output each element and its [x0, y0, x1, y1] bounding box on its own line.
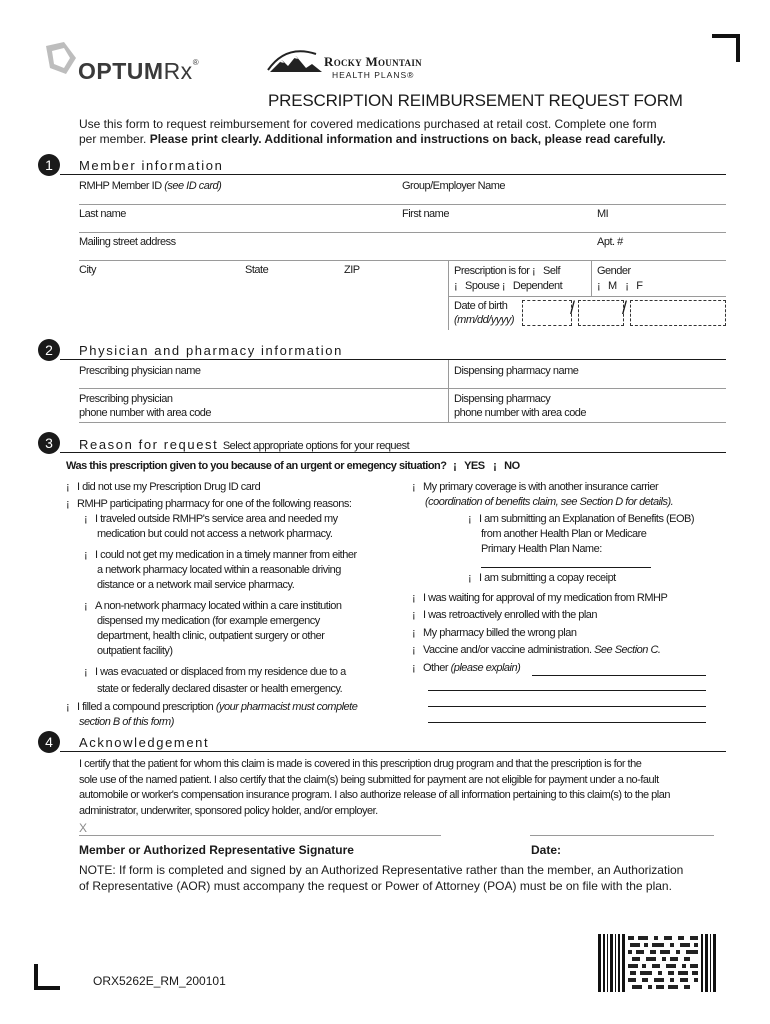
dob-slash: /: [570, 298, 576, 318]
reasons-left-column: [66, 480, 406, 730]
row-divider: [79, 422, 726, 423]
urgent-no-radio[interactable]: ¡ NO: [493, 460, 520, 472]
form-code: ORX5262E_RM_200101: [93, 974, 226, 988]
reason-eob-option[interactable]: ¡ I am submitting an Explanation of Benefits (EOB): [468, 513, 695, 525]
reason-traveled-option[interactable]: ¡ I traveled outside RMHP's service area and needed my: [84, 513, 338, 525]
section-1-title: Member information: [79, 158, 224, 173]
state-label[interactable]: State: [245, 264, 269, 276]
reason-eob-text: Primary Health Plan Name:: [481, 543, 602, 555]
rx-for-dependent-radio[interactable]: ¡ Dependent: [501, 280, 563, 292]
section-1-number: 1: [38, 154, 60, 176]
reason-care-institution-text: dispensed my medication (for example emergency: [97, 615, 320, 627]
reasons-right-lower: [412, 590, 732, 677]
reason-participating-pharmacy-option[interactable]: ¡ RMHP participating pharmacy for one of the following reasons:: [66, 498, 352, 510]
group-employer-label[interactable]: Group/Employer Name: [402, 180, 505, 192]
optum-logo-text: OPTUMRx®: [78, 58, 200, 84]
reason-compound-text: section B of this form): [79, 716, 174, 728]
reason-compound-option[interactable]: ¡ I filled a compound prescription (your pharmacist must complete: [66, 701, 358, 713]
dob-label: Date of birth (mm/dd/yyyy): [454, 300, 514, 326]
acknowledgement-text: I certify that the patient for whom this claim is made is covered in this prescription drug program and that the prescription is for the sole use of the named patient. I also certify that the claim(s) being submitted for payment are not eligible for payment under a no-fault automobile or worker's compensation insurance program. I also authorize release of all information pertaining to this claim(s) to the plan administrator, underwriter, sponsored policy holder, and/or employer.: [79, 758, 670, 817]
row-divider: [79, 260, 726, 261]
mailing-address-label[interactable]: Mailing street address: [79, 236, 176, 248]
rx-for-self-radio[interactable]: ¡ Self: [532, 265, 561, 277]
reason-care-institution-option[interactable]: ¡ A non-network pharmacy located within a care institution: [84, 600, 342, 612]
other-explain-input[interactable]: [428, 690, 706, 691]
urgent-question: Was this prescription given to you because of an urgent or emegency situation? ¡ YES ¡ NO: [66, 460, 520, 472]
barcode-icon: [598, 934, 718, 992]
health-plan-name-input[interactable]: [481, 567, 651, 568]
row-divider: [79, 204, 726, 205]
section-2-divider: [448, 360, 449, 422]
gender-m-radio[interactable]: ¡ M: [597, 280, 617, 292]
reason-primary-coverage-text: (coordination of benefits claim, see Section D for details).: [425, 496, 674, 508]
other-explain-input[interactable]: [428, 706, 706, 707]
optum-logo: [38, 38, 218, 88]
reason-traveled-text: medication but could not access a network pharmacy.: [97, 528, 333, 540]
pharmacy-name-label[interactable]: Dispensing pharmacy name: [454, 365, 579, 377]
intro-line-1: Use this form to request reimbursement for covered medications purchased at retail cost. Complete one form: [79, 117, 657, 131]
row-divider: [79, 232, 726, 233]
other-explain-input[interactable]: [532, 675, 706, 676]
section-2-number: 2: [38, 339, 60, 361]
rmhp-subname: HEALTH PLANS®: [332, 70, 415, 80]
reason-no-id-card-option[interactable]: ¡ I did not use my Prescription Drug ID card: [66, 481, 261, 493]
dob-month-box[interactable]: [522, 300, 572, 326]
dob-year-box[interactable]: [630, 300, 726, 326]
reason-wrong-plan-option[interactable]: ¡ My pharmacy billed the wrong plan: [412, 626, 577, 639]
dob-day-box[interactable]: [578, 300, 624, 326]
member-id-label[interactable]: RMHP Member ID (see ID card): [79, 180, 222, 192]
intro-line-2: per member. Please print clearly. Additional information and instructions on back, please read carefully.: [79, 132, 666, 146]
reason-evacuated-option[interactable]: ¡ I was evacuated or displaced from my residence due to a: [84, 666, 346, 678]
gender-group: Gender ¡ M ¡ F: [597, 265, 643, 292]
rx-for-spouse-radio[interactable]: ¡ Spouse: [454, 280, 500, 292]
other-explain-input[interactable]: [428, 722, 706, 723]
rx-for-divider: [448, 260, 449, 330]
section-4-rule: [60, 751, 726, 752]
section-2-rule: [60, 359, 726, 360]
section-3-rule: [60, 452, 726, 453]
first-name-label[interactable]: First name: [402, 208, 449, 220]
physician-phone-label[interactable]: Prescribing physician phone number with area code: [79, 393, 212, 419]
signature-x-mark: X: [79, 821, 88, 835]
physician-name-label[interactable]: Prescribing physician name: [79, 365, 201, 377]
city-label[interactable]: City: [79, 264, 96, 276]
section-4-title: Acknowledgement: [79, 735, 210, 750]
reason-copay-option[interactable]: ¡ I am submitting a copay receipt: [468, 572, 616, 584]
mountain-icon: [266, 46, 326, 76]
reasons-right-column: [412, 480, 732, 557]
rmhp-logo: [266, 46, 456, 86]
rx-for-group: Prescription is for ¡ Self ¡ Spouse ¡ Dependent: [454, 265, 563, 292]
reason-vaccine-option[interactable]: ¡ Vaccine and/or vaccine administration. See Section C.: [412, 644, 661, 657]
date-input[interactable]: [530, 835, 714, 836]
reason-primary-coverage-option[interactable]: ¡ My primary coverage is with another insurance carrier: [412, 481, 659, 493]
reason-timely-text: a network pharmacy located within a reasonable driving: [97, 564, 341, 576]
gender-f-radio[interactable]: ¡ F: [625, 280, 643, 292]
date-label: Date:: [531, 843, 562, 857]
reason-eob-text: from another Health Plan or Medicare: [481, 528, 647, 540]
aor-note: NOTE: If form is completed and signed by an Authorized Representative rather than the member, an Authorization of Representative (AOR) must accompany the request or Power of Attorney (POA) must be on file with the plan.: [79, 863, 684, 893]
row-divider: [79, 388, 726, 389]
section-3-number: 3: [38, 432, 60, 454]
reason-care-institution-text: department, health clinic, outpatient surgery or other: [97, 630, 325, 642]
reason-timely-text: distance or a network mail service pharmacy.: [97, 579, 295, 591]
mi-label[interactable]: MI: [597, 208, 609, 220]
form-title: PRESCRIPTION REIMBURSEMENT REQUEST FORM: [268, 91, 683, 110]
reason-care-institution-text: outpatient facility): [97, 645, 173, 657]
rmhp-name: Rocky Mountain: [324, 54, 422, 69]
optum-swoosh-icon: [38, 38, 80, 80]
reason-other-option[interactable]: ¡ Other (please explain): [412, 661, 521, 674]
dob-slash: /: [622, 298, 628, 318]
signature-input[interactable]: [79, 835, 441, 836]
corner-mark-top-right: [712, 34, 740, 62]
section-2-title: Physician and pharmacy information: [79, 343, 343, 358]
section-3-subtitle: Select appropriate options for your request: [222, 440, 410, 452]
zip-label[interactable]: ZIP: [344, 264, 360, 276]
apt-label[interactable]: Apt. #: [597, 236, 623, 248]
last-name-label[interactable]: Last name: [79, 208, 126, 220]
section-4-number: 4: [38, 731, 60, 753]
urgent-yes-radio[interactable]: ¡ YES: [453, 460, 485, 472]
section-3-title: Reason for request Select appropriate options for your request: [79, 437, 410, 452]
row-divider: [448, 296, 726, 297]
reason-waiting-approval-option[interactable]: ¡ I was waiting for approval of my medication from RMHP: [412, 592, 668, 604]
gender-divider: [591, 260, 592, 296]
pharmacy-phone-label[interactable]: Dispensing pharmacy phone number with area code: [454, 393, 587, 419]
reason-timely-option[interactable]: ¡ I could not get my medication in a timely manner from either: [84, 549, 357, 561]
corner-mark-bottom-left: [34, 964, 60, 990]
reason-retro-enrolled-option[interactable]: ¡ I was retroactively enrolled with the plan: [412, 609, 598, 622]
signature-label: Member or Authorized Representative Signature: [79, 843, 354, 857]
reason-evacuated-text: state or federally declared disaster or health emergency.: [97, 683, 343, 695]
section-1-rule: [60, 174, 726, 175]
